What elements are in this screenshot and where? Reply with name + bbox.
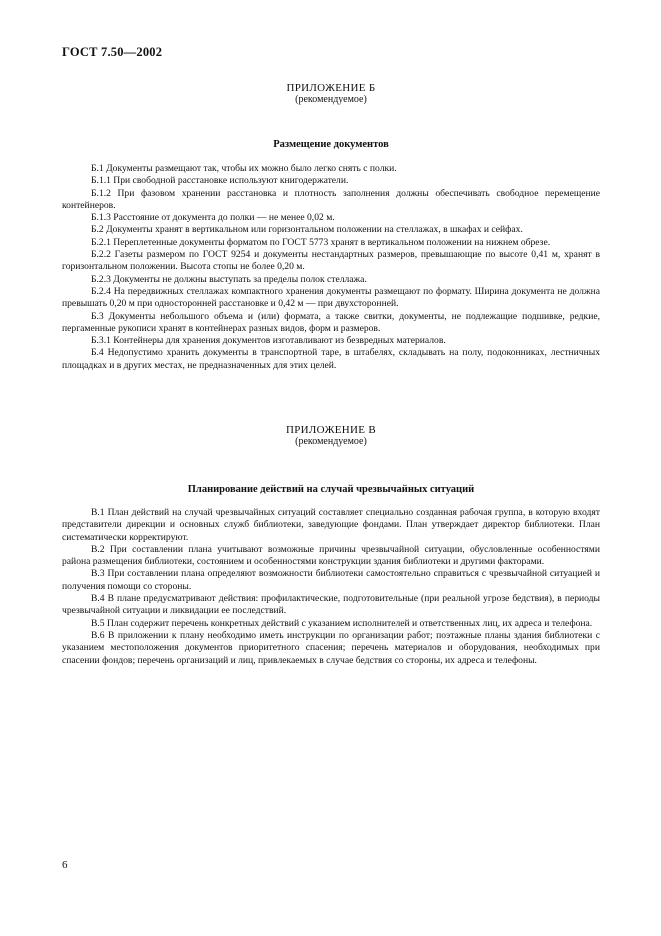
appendix-b-subtitle: (рекомендуемое) [295, 94, 367, 105]
paragraph: Б.1.3 Расстояние от документа до полки — не менее 0,02 м. [91, 212, 335, 224]
page-number: 6 [62, 859, 68, 871]
paragraph: В.4 В плане предусматривают действия: профилактические, подготовительные (при реальной угрозе бедствия), в периоды чрезвычайной ситуации и ликвидации ее последствий. [62, 593, 600, 617]
paragraph: Б.2.3 Документы не должны выступать за пределы полок стеллажа. [91, 273, 367, 285]
paragraph: Б.2.4 На передвижных стеллажах компактного хранения документы размещают по формату. Ширина документа не должна превышать 0,20 м при односторонней расстановке и 0,42 м — при двухсторонней. [62, 285, 600, 310]
paragraph: В.5 План содержит перечень конкретных действий с указанием исполнителей и ответственных лиц, их адреса и телефона. [91, 617, 593, 629]
appendix-b-section-title: Размещение документов [273, 139, 389, 150]
paragraph: В.2 При составлении плана учитывают возможные причины чрезвычайной ситуации, обусловленные особенностями района размещения библиотеки, состоянием и особенностями конструкции здания библиотеки и другими факторами. [62, 543, 600, 568]
paragraph: Б.1.2 При фазовом хранении расстановка и плотность заполнения должны обеспечивать свободное перемещение контейнеров. [62, 187, 600, 211]
paragraph: Б.2.1 Переплетенные документы форматом по ГОСТ 5773 хранят в вертикальном положении на нижнем обрезе. [91, 236, 551, 248]
paragraph: Б.3.1 Контейнеры для хранения документов изготавливают из безвредных материалов. [91, 335, 446, 347]
paragraph: Б.1.1 При свободной расстановке используют книгодержатели. [91, 175, 349, 187]
paragraph: Б.2 Документы хранят в вертикальном или горизонтальном положении на стеллажах, в шкафах и сейфах. [91, 224, 523, 236]
paragraph: Б.1 Документы размещают так, чтобы их можно было легко снять с полки. [91, 163, 397, 174]
appendix-v-body [62, 507, 600, 667]
appendix-v-title: ПРИЛОЖЕНИЕ В [285, 424, 376, 436]
paragraph: В.6 В приложении к плану необходимо иметь инструкции по организации работ; поэтажные планы здания библиотеки с указанием местоположения документов приоритетного спасения; перечень материалов и оборудования, необходимых при спасении фондов; перечень организаций и лиц, привлекаемых в случае бедствия со стороны, их адреса и телефоны. [62, 629, 600, 666]
appendix-v-subtitle: (рекомендуемое) [295, 436, 367, 447]
appendix-b-title: ПРИЛОЖЕНИЕ Б [286, 82, 376, 94]
appendix-b-body [62, 163, 600, 372]
paragraph: В.3 При составлении плана определяют возможности библиотеки самостоятельно справиться с чрезвычайной ситуацией и получения помощи со стороны. [62, 568, 600, 592]
appendix-b-heading [62, 82, 600, 106]
document-code: ГОСТ 7.50—2002 [62, 45, 163, 59]
paragraph: Б.2.2 Газеты размером по ГОСТ 9254 и документы нестандартных размеров, превышающие по высоте 0,41 м, хранят в горизонтальном положении. Высота стопы не более 0,20 м. [62, 249, 600, 273]
paragraph: Б.3 Документы небольшого объема и (или) формата, а также свитки, документы, не подлежащие подшивке, редкие, пергаменные рукописи хранят в контейнерах разных видов, форм и размеров. [62, 310, 600, 334]
appendix-v-section-title: Планирование действий на случай чрезвычайных ситуаций [187, 484, 475, 495]
appendix-v-heading [62, 424, 600, 448]
paragraph: В.1 План действий на случай чрезвычайных ситуаций составляет специально созданная рабочая группа, в которую входят представители дирекции и основных служб библиотеки, заведующие фондами. План утверждает директор библиотеки. План систематически корректируют. [62, 507, 600, 543]
paragraph: Б.4 Недопустимо хранить документы в транспортной таре, в штабелях, складывать на полу, подоконниках, лестничных площадках и в других местах, не предназначенных для этих целей. [62, 347, 600, 371]
